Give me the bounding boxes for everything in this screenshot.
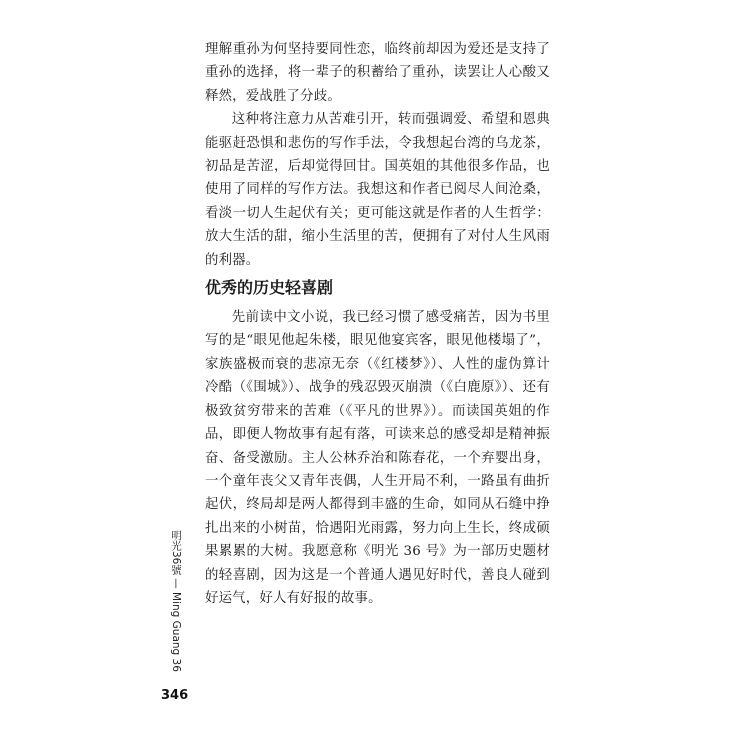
section-heading: 优秀的历史轻喜剧 — [205, 278, 334, 298]
running-header-vertical: 明光36號 — Ming Guang 36 — [170, 530, 182, 672]
page-number: 346 — [161, 688, 189, 703]
paragraph-light-comedy: 先前读中文小说，我已经习惯了感受痛苦，因为书里写的是“眼见他起朱楼，眼见他宴宾客，眼见他楼塌了”，家族盛极而衰的悲凉无奈（《红楼梦》）、人性的虚伪算计冷酷（《围城》）、战争的残忍毁灭崩溃（《白鹿原》）、还有极致贫穷带来的苦难（《平凡的世界》）。而读国英姐的作品，即便人物故事有起有落，可读来总的感受却是精神振奋、备受激励。主人公林乔治和陈春花，一个弃婴出身，一个童年丧父又青年丧偶，人生开局不利，一路虽有曲折起伏，终局却是两人都得到丰盛的生命，如同从石缝中挣扎出来的小树苗，恰遇阳光雨露，努力向上生长，终成硕果累累的大树。我愿意称《明光 36 号》为一部历史题材的轻喜剧，因为这是一个普通人遇见好时代，善良人碰到好运气，好人有好报的故事。 — [205, 310, 550, 606]
paragraph-writing-technique: 这种将注意力从苦难引开，转而强调爱、希望和恩典能驱赶恐惧和悲伤的写作手法，令我想起台湾的乌龙茶，初品是苦涩，后却觉得回甘。国英姐的其他很多作品，也使用了同样的写作方法。我想这和作者已阅尽人间沧桑，看淡一切人生起伏有关；更可能这就是作者的人生哲学：放大生活的甜，缩小生活里的苦，便拥有了对付人生风雨的利器。 — [205, 112, 550, 268]
paragraph-continued: 理解重孙为何坚持要同性恋，临终前却因为爱还是支持了重孙的选择，将一辈子的积蓄给了重孙，读罢让人心酸又释然，爱战胜了分歧。 — [205, 42, 550, 104]
text-column — [205, 38, 550, 610]
